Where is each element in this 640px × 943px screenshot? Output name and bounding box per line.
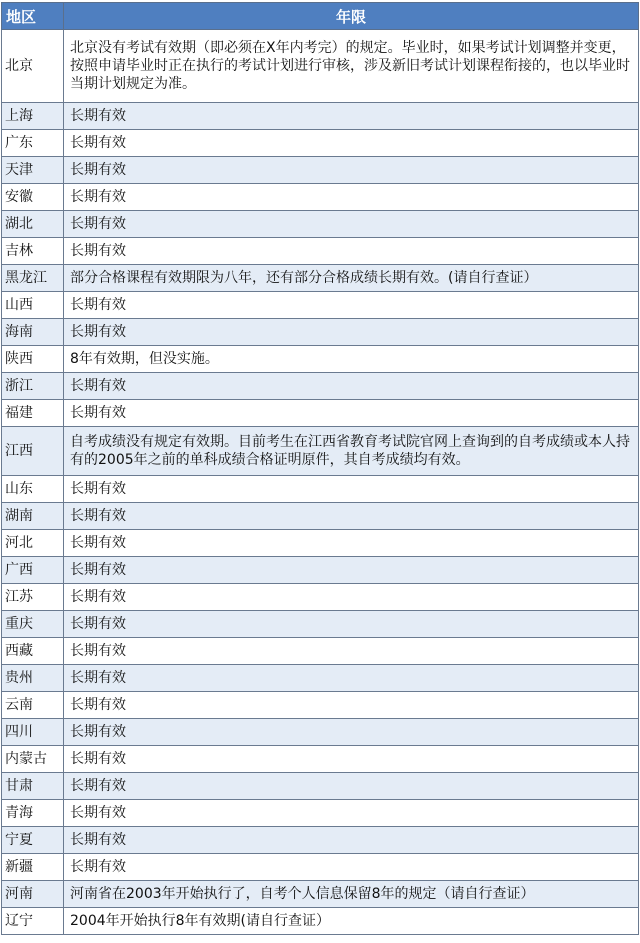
table-row (2, 557, 639, 584)
region-cell: 广西 (2, 557, 64, 584)
period-cell: 8年有效期，但没实施。 (64, 346, 639, 373)
region-cell: 陕西 (2, 346, 64, 373)
region-cell: 江西 (2, 427, 64, 476)
region-cell: 浙江 (2, 373, 64, 400)
period-cell: 长期有效 (64, 476, 639, 503)
header-row (2, 3, 639, 30)
period-cell: 长期有效 (64, 854, 639, 881)
region-cell: 西藏 (2, 638, 64, 665)
table-row (2, 503, 639, 530)
period-cell: 长期有效 (64, 157, 639, 184)
region-cell: 河北 (2, 530, 64, 557)
table-row (2, 908, 639, 935)
table-body (2, 30, 639, 935)
region-cell: 云南 (2, 692, 64, 719)
period-cell: 长期有效 (64, 130, 639, 157)
region-cell: 湖北 (2, 211, 64, 238)
period-cell: 自考成绩没有规定有效期。目前考生在江西省教育考试院官网上查询到的自考成绩或本人持有的2005年之前的单科成绩合格证明原件，其自考成绩均有效。 (64, 427, 639, 476)
period-cell: 长期有效 (64, 746, 639, 773)
header-region: 地区 (2, 3, 64, 30)
period-cell: 长期有效 (64, 292, 639, 319)
region-cell: 山西 (2, 292, 64, 319)
region-cell: 湖南 (2, 503, 64, 530)
period-cell: 长期有效 (64, 692, 639, 719)
period-cell: 部分合格课程有效期限为八年，还有部分合格成绩长期有效。(请自行查证） (64, 265, 639, 292)
table-row (2, 584, 639, 611)
region-cell: 贵州 (2, 665, 64, 692)
table-row (2, 800, 639, 827)
period-cell: 长期有效 (64, 530, 639, 557)
region-cell: 山东 (2, 476, 64, 503)
region-cell: 宁夏 (2, 827, 64, 854)
table-row (2, 665, 639, 692)
period-cell: 长期有效 (64, 827, 639, 854)
table-row (2, 746, 639, 773)
period-cell: 长期有效 (64, 719, 639, 746)
table-row (2, 476, 639, 503)
table-row (2, 427, 639, 476)
region-cell: 四川 (2, 719, 64, 746)
period-cell: 长期有效 (64, 800, 639, 827)
table-row (2, 184, 639, 211)
region-cell: 内蒙古 (2, 746, 64, 773)
table-row (2, 373, 639, 400)
table-row (2, 346, 639, 373)
table-row (2, 292, 639, 319)
table-row (2, 319, 639, 346)
period-cell: 长期有效 (64, 665, 639, 692)
period-cell: 长期有效 (64, 584, 639, 611)
table-row (2, 211, 639, 238)
region-cell: 重庆 (2, 611, 64, 638)
table-row (2, 854, 639, 881)
table-row (2, 530, 639, 557)
period-cell: 长期有效 (64, 373, 639, 400)
region-cell: 安徽 (2, 184, 64, 211)
region-cell: 甘肃 (2, 773, 64, 800)
header-period: 年限 (64, 3, 639, 30)
region-cell: 天津 (2, 157, 64, 184)
table-row (2, 719, 639, 746)
period-cell: 长期有效 (64, 238, 639, 265)
period-cell: 长期有效 (64, 211, 639, 238)
period-cell: 长期有效 (64, 184, 639, 211)
region-cell: 福建 (2, 400, 64, 427)
table-row (2, 265, 639, 292)
table-row (2, 881, 639, 908)
region-cell: 河南 (2, 881, 64, 908)
period-cell: 长期有效 (64, 103, 639, 130)
period-cell: 河南省在2003年开始执行了，自考个人信息保留8年的规定（请自行查证） (64, 881, 639, 908)
region-cell: 青海 (2, 800, 64, 827)
region-cell: 江苏 (2, 584, 64, 611)
region-cell: 北京 (2, 30, 64, 103)
table-row (2, 103, 639, 130)
period-cell: 长期有效 (64, 400, 639, 427)
period-cell: 北京没有考试有效期（即必须在X年内考完）的规定。毕业时，如果考试计划调整并变更，按照申请毕业时正在执行的考试计划进行审核，涉及新旧考试计划课程衔接的，也以毕业时当期计划规定为准。 (64, 30, 639, 103)
region-cell: 广东 (2, 130, 64, 157)
table-row (2, 130, 639, 157)
period-cell: 长期有效 (64, 503, 639, 530)
period-cell: 长期有效 (64, 319, 639, 346)
region-cell: 吉林 (2, 238, 64, 265)
table-row (2, 611, 639, 638)
table-row (2, 827, 639, 854)
region-cell: 黑龙江 (2, 265, 64, 292)
region-cell: 上海 (2, 103, 64, 130)
table-row (2, 238, 639, 265)
table-row (2, 692, 639, 719)
table-row (2, 638, 639, 665)
period-cell: 长期有效 (64, 611, 639, 638)
table-row (2, 157, 639, 184)
table-header (2, 3, 639, 30)
period-cell: 长期有效 (64, 773, 639, 800)
period-cell: 长期有效 (64, 638, 639, 665)
table-row (2, 400, 639, 427)
validity-table (1, 2, 639, 935)
period-cell: 2004年开始执行8年有效期(请自行查证） (64, 908, 639, 935)
region-cell: 海南 (2, 319, 64, 346)
region-cell: 辽宁 (2, 908, 64, 935)
table-row (2, 30, 639, 103)
table-row (2, 773, 639, 800)
period-cell: 长期有效 (64, 557, 639, 584)
region-cell: 新疆 (2, 854, 64, 881)
